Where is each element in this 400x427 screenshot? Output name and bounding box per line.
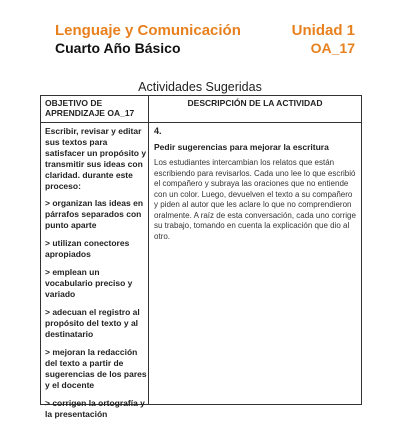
activity-description: Los estudiantes intercambian los relatos que están escribiendo para revisarlos. Cada uno lee lo que escribió el compañero y subraya las oraciones que no entiende con un color. Luego, devuelven el texto a su compañero y piden al autor que les aclare lo que no comprendieron oralmente. A raíz de esta conversación, cada uno corrige su trabajo, tomando en cuenta la explicación que dio al otro. xyxy=(154,158,356,241)
objective-item: > organizan las ideas en párrafos separados con punto aparte xyxy=(45,198,144,230)
page-header xyxy=(55,22,355,62)
column-divider xyxy=(148,96,149,404)
subject-title: Lenguaje y Comunicación xyxy=(55,22,241,39)
grade-title: Cuarto Año Básico xyxy=(55,40,181,56)
activity-number: 4. xyxy=(154,126,162,136)
description-column-header: DESCRIPCIÓN DE LA ACTIVIDAD xyxy=(187,98,323,108)
objective-code: OA_17 xyxy=(310,40,355,56)
section-title: Actividades Sugeridas xyxy=(138,80,262,94)
activity-title: Pedir sugerencias para mejorar la escritura xyxy=(154,142,329,152)
header-row-divider xyxy=(41,122,361,123)
objective-item: > corrigen la ortografía y la presentación xyxy=(45,398,145,419)
objective-intro: Escribir, revisar y editar sus textos para satisfacer un propósito y transmitir sus ideas con claridad. durante este proceso: xyxy=(45,126,147,191)
activity-cell xyxy=(154,126,356,242)
objective-item: > utilizan conectores apropiados xyxy=(45,238,130,259)
objective-item: > mejoran la redacción del texto a partir de sugerencias de los pares y el docente xyxy=(45,347,147,390)
objective-item: > emplean un vocabulario preciso y variado xyxy=(45,267,133,299)
objective-column-header: OBJETIVO DE APRENDIZAJE OA_17 xyxy=(45,98,135,118)
unit-label: Unidad 1 xyxy=(291,22,355,39)
objective-cell xyxy=(45,126,147,427)
objective-item: > adecuan el registro al propósito del texto y al destinatario xyxy=(45,307,140,339)
activities-table xyxy=(40,95,362,419)
